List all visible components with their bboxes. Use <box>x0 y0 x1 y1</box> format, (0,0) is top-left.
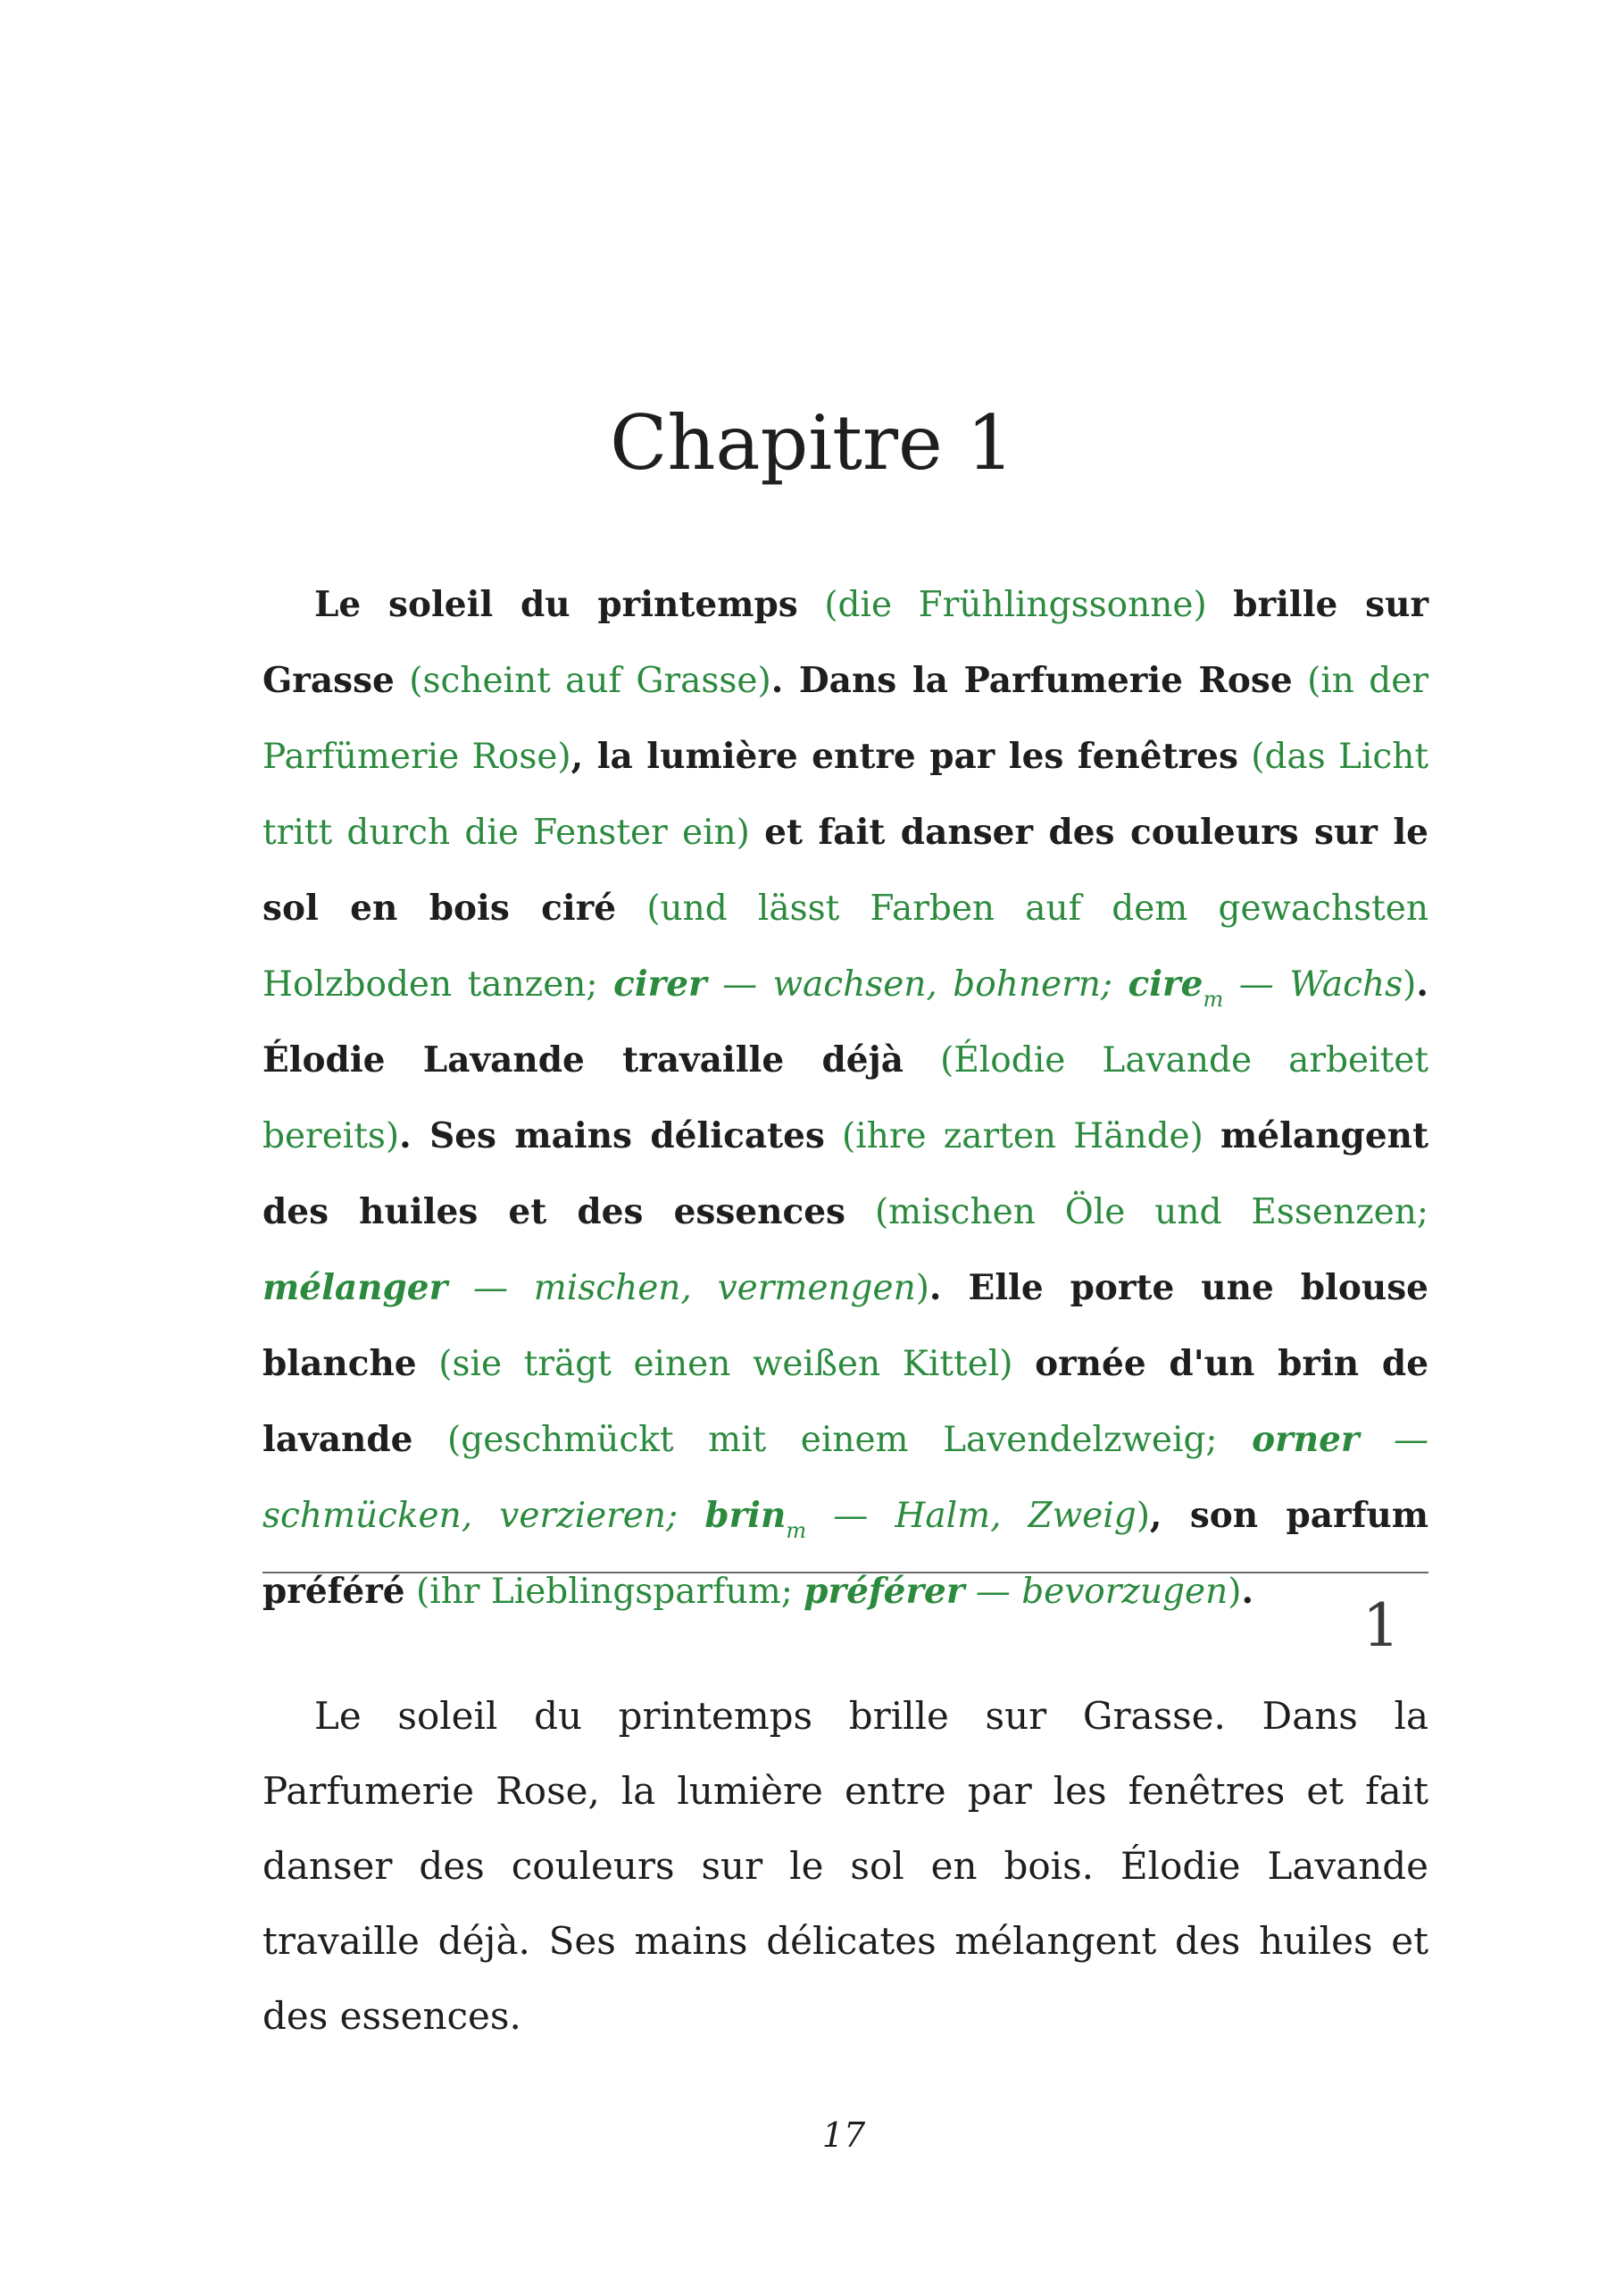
chapter-title: Chapitre 1 <box>610 399 1014 488</box>
german-translation: (das Licht tritt durch die Fenster ein) <box>262 737 1428 853</box>
french-phrase: . Dans la Parfumerie Rose <box>770 660 1293 701</box>
german-translation: (ihre zarten Hände) <box>842 1116 1203 1156</box>
french-phrase: et fait danser des couleurs sur le sol en bois ciré <box>262 812 1428 929</box>
vocab-gloss: — bevorzugen <box>975 1572 1228 1612</box>
french-phrase: , la lumière entre par les fenêtres <box>570 736 1238 777</box>
closing-paren: ) <box>1228 1572 1242 1612</box>
french-phrase: . Ses mains délicates <box>399 1115 825 1156</box>
closing-paren: ) <box>915 1268 929 1308</box>
page-number: 17 <box>821 2115 866 2155</box>
vocab-word: cire <box>1128 964 1203 1005</box>
german-translation: (geschmückt mit einem Lavendelzweig; <box>447 1420 1218 1460</box>
vocab-word: cirer <box>613 964 707 1005</box>
german-translation: (sie trägt einen weißen Kittel) <box>438 1344 1013 1384</box>
german-translation: (und lässt Farben auf dem gewachsten Holzboden tanzen; <box>262 889 1428 1005</box>
section-divider <box>262 1572 1428 1573</box>
vocab-gloss: — wachsen, bohnern; <box>722 964 1112 1005</box>
german-translation: (mischen Öle und Essenzen; <box>874 1192 1428 1232</box>
french-phrase: brille sur Grasse <box>262 584 1429 701</box>
german-translation: (Élodie Lavande arbeitet bereits) <box>262 1040 1428 1156</box>
vocab-word: orner <box>1252 1419 1360 1460</box>
vocab-gloss: — Wachs <box>1238 964 1403 1005</box>
german-translation: (in der Parfümerie Rose) <box>262 661 1428 777</box>
closing-paren: ) <box>1403 964 1417 1005</box>
french-phrase: , son parfum préféré <box>262 1495 1428 1612</box>
vocab-word: mélanger <box>262 1267 448 1308</box>
vocab-gloss: — mischen, vermengen <box>472 1268 916 1308</box>
french-phrase: mélangent des huiles et des essences <box>262 1115 1429 1232</box>
vocab-gloss: — schmücken, verzieren; <box>262 1420 1429 1536</box>
closing-paren: ) <box>1136 1496 1150 1536</box>
french-phrase: Le soleil du printemps <box>314 584 798 625</box>
vocab-word: préférer <box>804 1571 965 1612</box>
vocab-gloss: — Halm, Zweig <box>833 1496 1137 1536</box>
french-phrase: . Élodie Lavande travaille déjà <box>262 964 1428 1081</box>
annotated-paragraph <box>262 567 1428 1630</box>
vocab-word: brin <box>704 1495 787 1536</box>
plain-paragraph: Le soleil du printemps brille sur Grasse. Dans la Parfumerie Rose, la lumière entre par les fenêtres et fait danser des couleurs sur le sol en bois. Élodie Lavande travaille déjà. Ses mains délicates mélangent des huiles et des essences. <box>262 1694 1428 2038</box>
french-phrase: . Elle porte une blouse blanche <box>262 1267 1428 1384</box>
gender-marker: m <box>786 1518 807 1543</box>
german-translation: (scheint auf Grasse) <box>409 661 771 701</box>
french-phrase: ornée d'un brin de lavande <box>262 1343 1429 1460</box>
german-translation: (ihr Lieblingsparfum; <box>416 1572 793 1612</box>
gender-marker: m <box>1203 987 1224 1012</box>
german-translation: (die Frühlingssonne) <box>824 585 1207 625</box>
section-number: 1 <box>1362 1591 1400 1660</box>
period: . <box>1241 1571 1254 1612</box>
